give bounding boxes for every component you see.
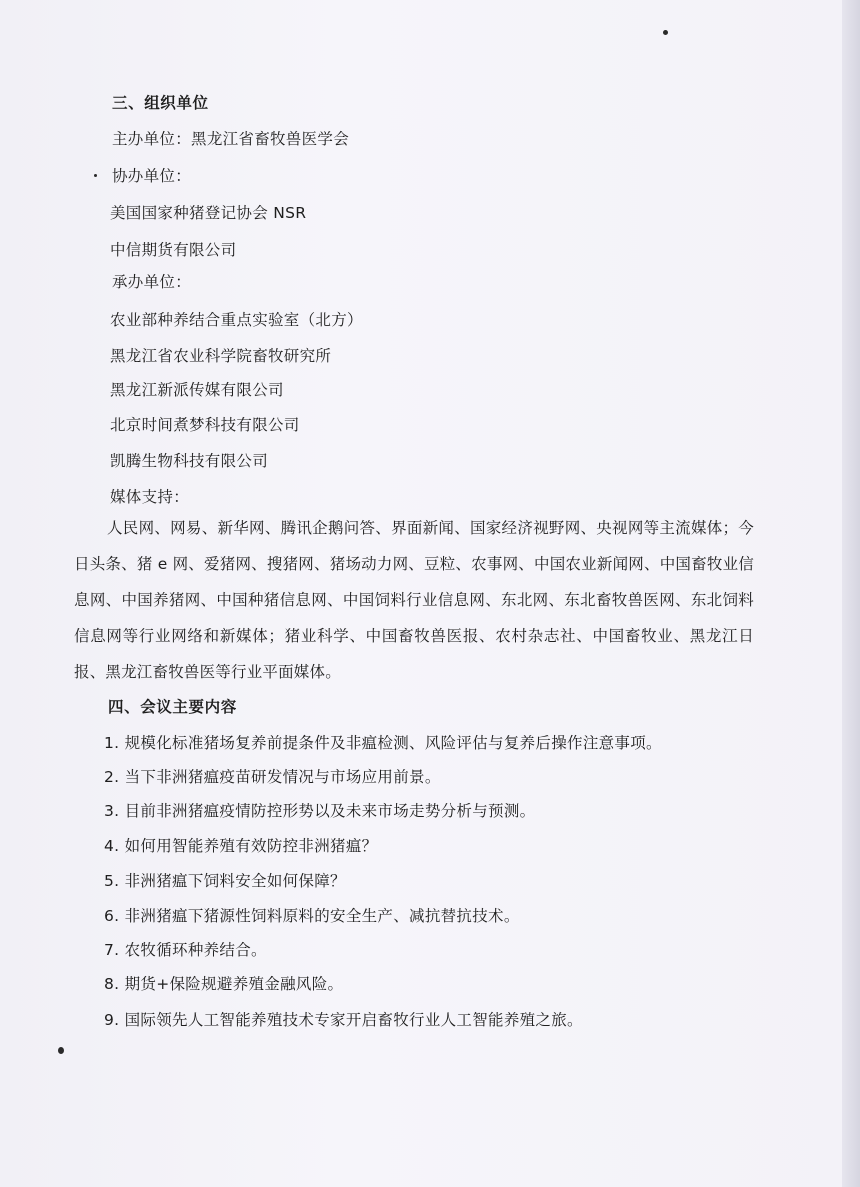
co-organizer-label: 协办单位： — [112, 167, 192, 185]
scan-speck — [94, 174, 97, 177]
host-name: 黑龙江省畜牧兽医学会 — [191, 130, 350, 148]
undertaker-label: 承办单位： — [112, 273, 192, 291]
co-organizer-item: 美国国家种猪登记协会 NSR — [110, 204, 307, 222]
content-item: 6. 非洲猪瘟下猪源性饲料原料的安全生产、减抗替抗技术。 — [104, 907, 520, 925]
co-organizer-item: 中信期货有限公司 — [110, 241, 237, 259]
host-label: 主办单位： — [112, 130, 192, 148]
undertaker-item: 北京时间煮梦科技有限公司 — [110, 416, 300, 434]
content-item: 4. 如何用智能养殖有效防控非洲猪瘟？ — [104, 837, 378, 855]
media-label: 媒体支持： — [110, 488, 190, 506]
undertaker-item: 黑龙江省农业科学院畜牧研究所 — [110, 347, 332, 365]
content-item: 5. 非洲猪瘟下饲料安全如何保障？ — [104, 872, 346, 890]
content-item: 2. 当下非洲猪瘟疫苗研发情况与市场应用前景。 — [104, 768, 441, 786]
scan-speck — [58, 1047, 64, 1054]
section4-title: 四、会议主要内容 — [108, 698, 237, 716]
host-line — [112, 129, 349, 149]
content-item: 8. 期货+保险规避养殖金融风险。 — [104, 975, 344, 993]
undertaker-item: 农业部种养结合重点实验室（北方） — [110, 311, 363, 329]
content-item: 7. 农牧循环种养结合。 — [104, 941, 267, 959]
scan-speck — [663, 30, 668, 35]
page-edge-shadow — [842, 0, 860, 1187]
section3-title: 三、组织单位 — [112, 94, 209, 112]
undertaker-item: 凯腾生物科技有限公司 — [110, 452, 269, 470]
content-item: 9. 国际领先人工智能养殖技术专家开启畜牧行业人工智能养殖之旅。 — [104, 1011, 583, 1029]
media-paragraph: 人民网、网易、新华网、腾讯企鹅问答、界面新闻、国家经济视野网、央视网等主流媒体；今日头条、猪 e 网、爱猪网、搜猪网、猪场动力网、豆粒、农事网、中国农业新闻网、中国畜牧业信息网、中国养猪网、中国种猪信息网、中国饲料行业信息网、东北网、东北畜牧兽医网、东北饲料信息网等行业网络和新媒体；猪业科学、中国畜牧兽医报、农村杂志社、中国畜牧业、黑龙江日报、黑龙江畜牧兽医等行业平面媒体。 — [74, 519, 754, 681]
undertaker-item: 黑龙江新派传媒有限公司 — [110, 381, 284, 399]
content-item: 1. 规模化标准猪场复养前提条件及非瘟检测、风险评估与复养后操作注意事项。 — [104, 734, 662, 752]
content-item: 3. 目前非洲猪瘟疫情防控形势以及未来市场走势分析与预测。 — [104, 802, 536, 820]
